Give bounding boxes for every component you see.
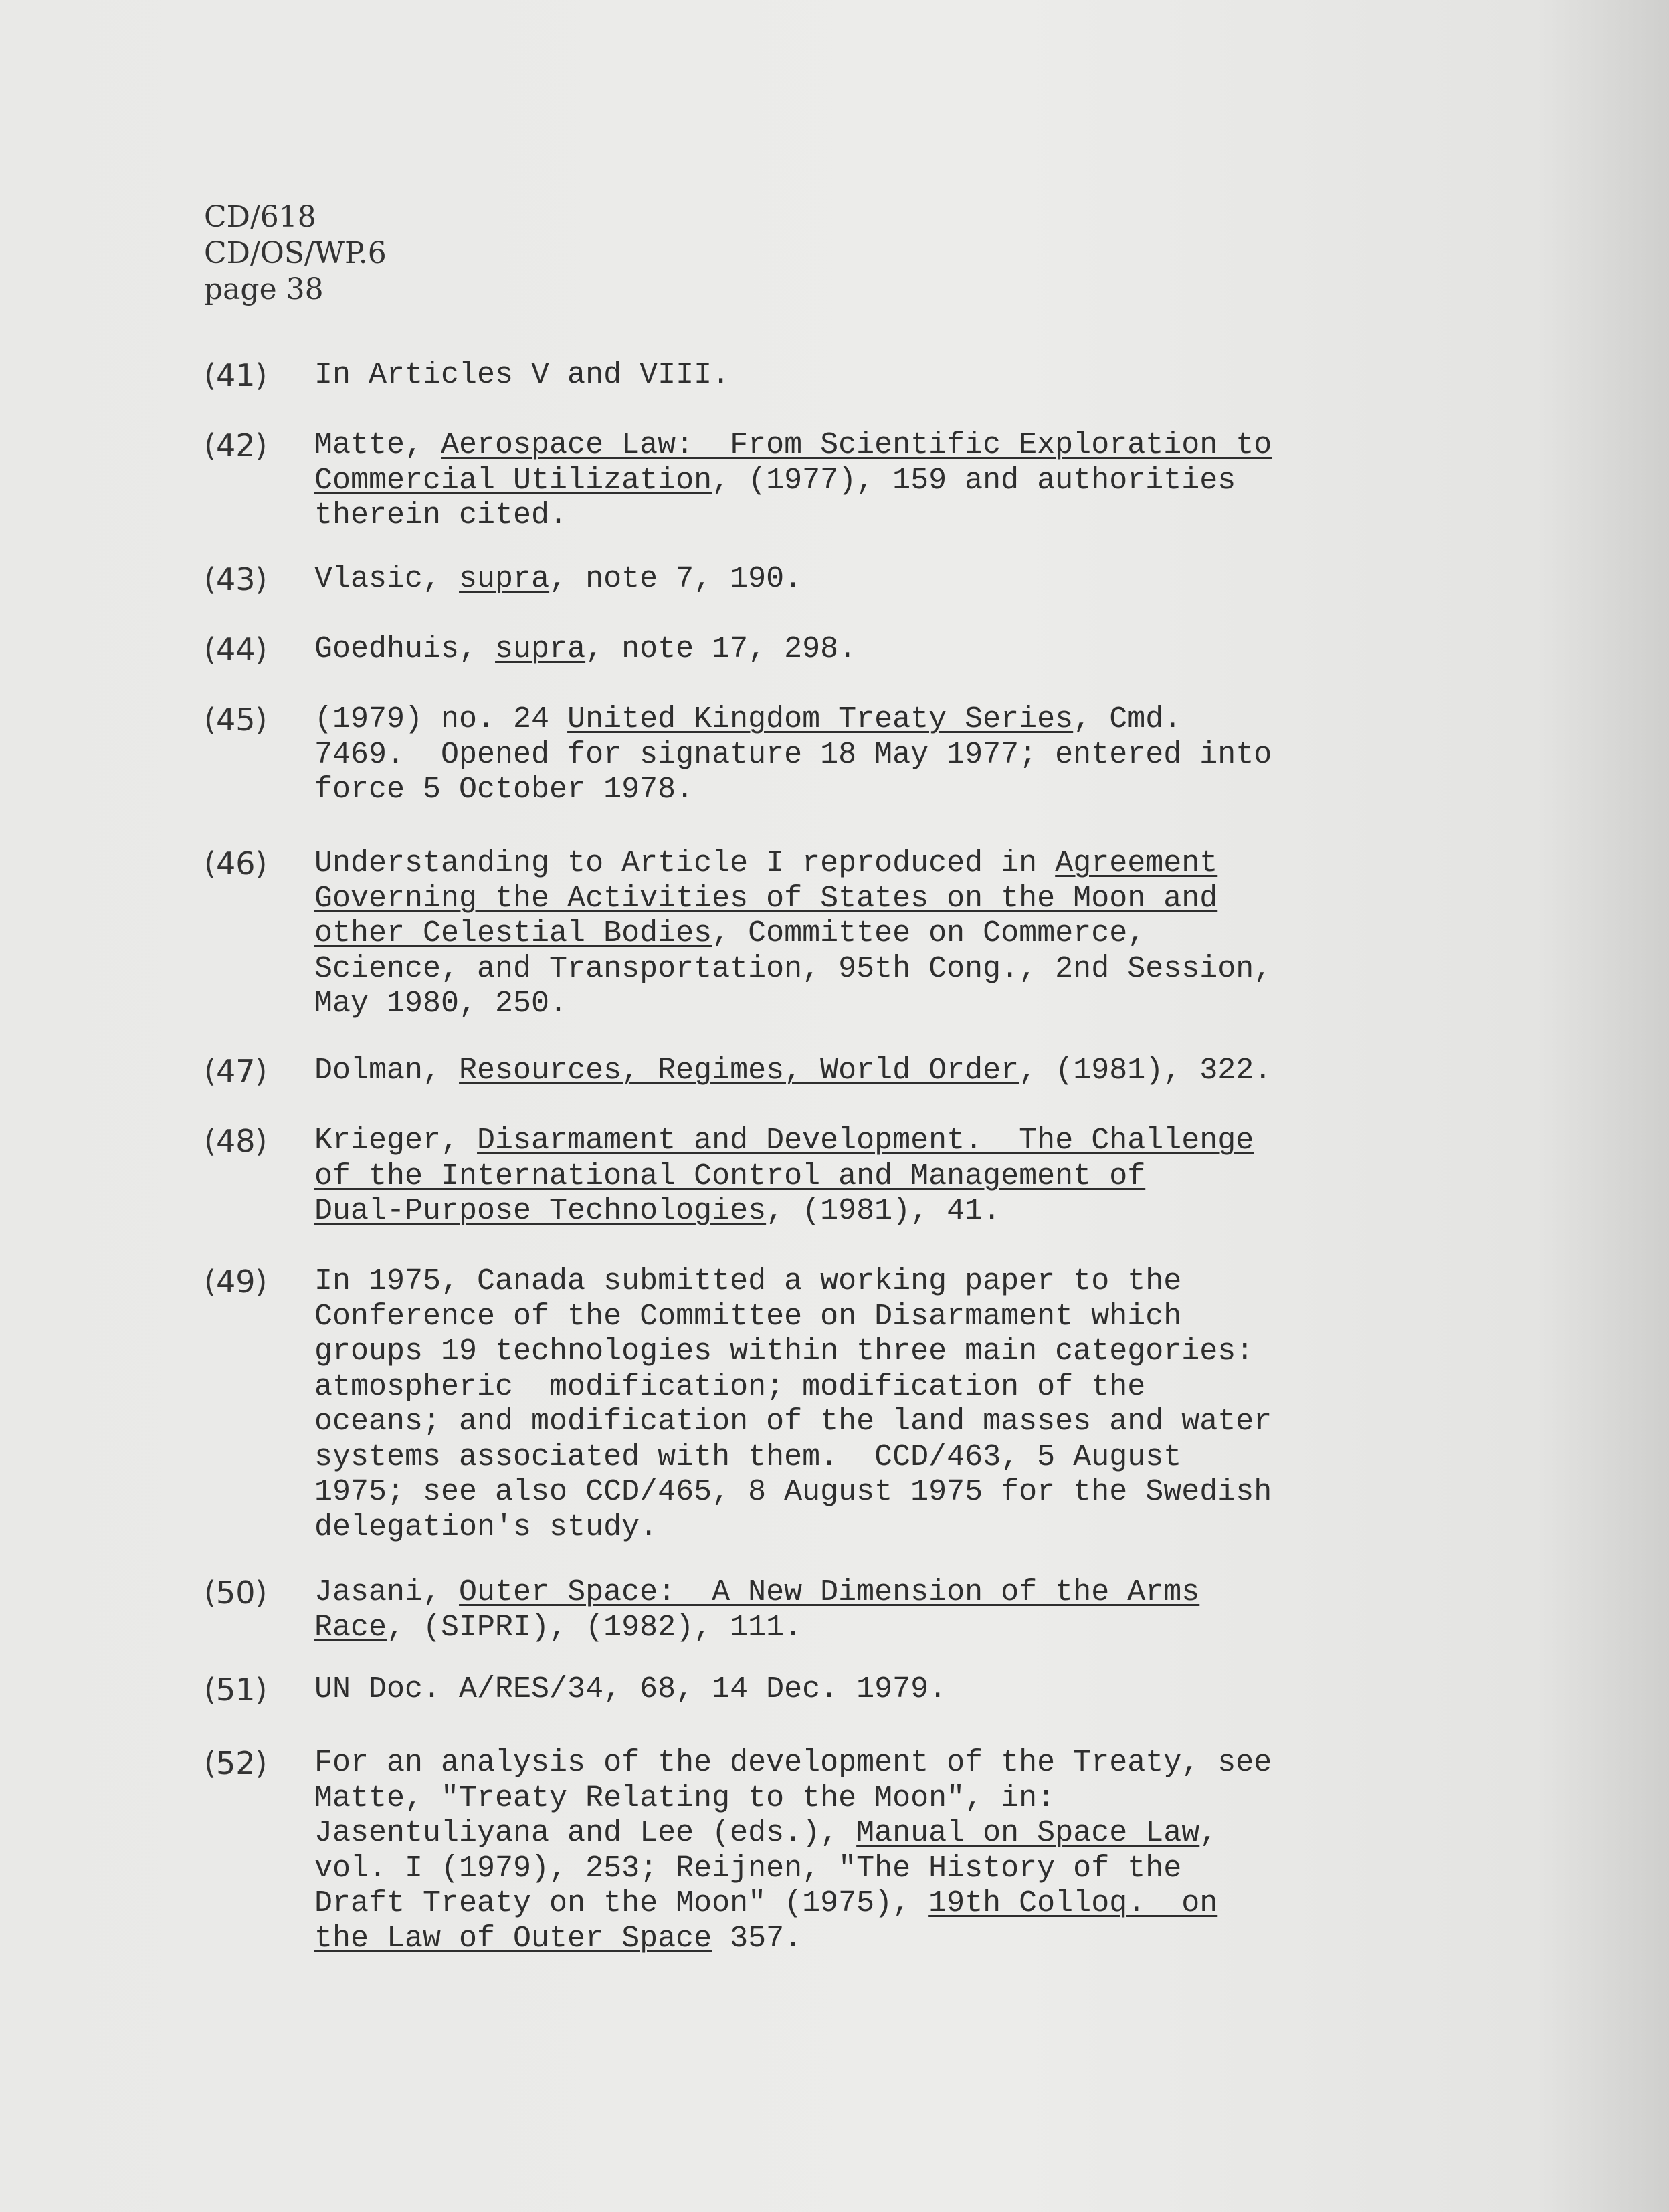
- endnote-number: (52): [204, 1745, 268, 1781]
- endnote-line: [314, 1300, 1448, 1335]
- text-run: May 1980, 250.: [314, 987, 568, 1021]
- underlined-title: Outer Space: A New Dimension of the Arms: [459, 1575, 1200, 1609]
- text-run: , (1981), 322.: [1019, 1053, 1272, 1088]
- endnote-line: [314, 1672, 1448, 1708]
- endnote-text: [314, 428, 1448, 534]
- page-number: page 38: [204, 272, 324, 306]
- underlined-title: Dual-Purpose Technologies: [314, 1194, 767, 1228]
- endnote: [204, 1264, 1448, 1545]
- endnote-line: [314, 1159, 1448, 1195]
- endnote-line: [314, 1575, 1448, 1611]
- text-run: vol. I (1979), 253; Reijnen, "The History of the: [314, 1851, 1182, 1886]
- text-run: , (SIPRI), (1982), 111.: [387, 1610, 803, 1645]
- text-run: , Committee on Commerce,: [712, 916, 1146, 950]
- underlined-title: of the International Control and Management of: [314, 1159, 1146, 1193]
- text-run: Jasani,: [314, 1575, 460, 1609]
- text-run: oceans; and modification of the land masses and water: [314, 1405, 1272, 1439]
- underlined-title: Commercial Utilization: [314, 463, 712, 498]
- endnote-number: (41): [204, 357, 268, 393]
- endnote-line: [314, 916, 1448, 952]
- text-run: Matte, "Treaty Relating to the Moon", in:: [314, 1781, 1056, 1815]
- text-run: Jasentuliyana and Lee (eds.),: [314, 1816, 857, 1850]
- endnote: [204, 632, 1448, 668]
- endnote-line: [314, 498, 1448, 534]
- text-run: 1975; see also CCD/465, 8 August 1975 for the Swedish: [314, 1475, 1272, 1509]
- endnote-line: [314, 1886, 1448, 1922]
- endnote-line: [314, 738, 1448, 773]
- text-run: Conference of the Committee on Disarmament which: [314, 1299, 1182, 1334]
- endnote-line: [314, 1922, 1448, 1957]
- working-paper-symbol: CD/OS/WP.6: [204, 236, 387, 270]
- text-run: Goedhuis,: [314, 632, 496, 666]
- endnote: [204, 702, 1448, 808]
- endnote: [204, 1575, 1448, 1645]
- endnote: [204, 1672, 1448, 1708]
- underlined-title: Race: [314, 1610, 387, 1645]
- endnote-line: [314, 562, 1448, 597]
- endnote-line: [314, 1053, 1448, 1089]
- endnote-line: [314, 846, 1448, 882]
- endnote-line: [314, 952, 1448, 987]
- endnote-number: (44): [204, 631, 268, 668]
- endnote-line: [314, 1851, 1448, 1887]
- endnote-line: [314, 1405, 1448, 1440]
- endnote-line: [314, 702, 1448, 738]
- text-run: , (1981), 41.: [766, 1194, 1001, 1228]
- endnote-text: [314, 846, 1448, 1022]
- text-run: Draft Treaty on the Moon" (1975),: [314, 1886, 929, 1920]
- endnote-line: [314, 1124, 1448, 1159]
- text-run: 7469. Opened for signature 18 May 1977; entered into: [314, 737, 1272, 772]
- endnote-text: [314, 702, 1448, 808]
- endnote-line: [314, 987, 1448, 1022]
- endnote: [204, 562, 1448, 597]
- endnote: [204, 1746, 1448, 1956]
- text-run: In Articles V and VIII.: [314, 358, 730, 392]
- text-run: force 5 October 1978.: [314, 773, 694, 807]
- endnote-line: [314, 464, 1448, 499]
- underlined-title: supra: [459, 562, 550, 596]
- endnote-line: [314, 1510, 1448, 1546]
- text-run: Science, and Transportation, 95th Cong., 2nd Session,: [314, 951, 1272, 986]
- endnote-line: [314, 1264, 1448, 1300]
- endnote-line: [314, 1334, 1448, 1370]
- endnote: [204, 1124, 1448, 1229]
- endnote-line: [314, 1370, 1448, 1405]
- endnote-line: [314, 1781, 1448, 1817]
- endnote-number: (50): [204, 1575, 268, 1611]
- text-run: delegation's study.: [314, 1510, 658, 1544]
- endnote-text: [314, 1575, 1448, 1645]
- endnote-line: [314, 1816, 1448, 1851]
- text-run: For an analysis of the development of the Treaty, see: [314, 1746, 1272, 1780]
- endnote-text: [314, 562, 1448, 597]
- document-symbol: CD/618: [204, 200, 316, 234]
- endnote: [204, 358, 1448, 393]
- document-header: [204, 199, 387, 308]
- endnote-number: (47): [204, 1053, 268, 1089]
- endnote-line: [314, 1746, 1448, 1781]
- endnote-text: [314, 632, 1448, 668]
- underlined-title: United Kingdom Treaty Series: [567, 702, 1074, 736]
- text-run: therein cited.: [314, 498, 568, 532]
- underlined-title: 19th Colloq. on: [928, 1886, 1218, 1920]
- underlined-title: Manual on Space Law: [856, 1816, 1200, 1850]
- endnote-line: [314, 1440, 1448, 1476]
- text-run: , note 7, 190.: [549, 562, 803, 596]
- text-run: , Cmd.: [1073, 702, 1182, 736]
- endnote-line: [314, 773, 1448, 808]
- underlined-title: Aerospace Law: From Scientific Exploration to: [441, 428, 1272, 462]
- text-run: Dolman,: [314, 1053, 460, 1088]
- endnote-number: (42): [204, 427, 268, 464]
- endnote: [204, 846, 1448, 1022]
- text-run: , (1977), 159 and authorities: [712, 463, 1236, 498]
- endnote-text: [314, 1264, 1448, 1545]
- text-run: , note 17, 298.: [585, 632, 857, 666]
- text-run: atmospheric modification; modification of the: [314, 1369, 1146, 1404]
- endnote: [204, 1053, 1448, 1089]
- text-run: Understanding to Article I reproduced in: [314, 846, 1056, 880]
- underlined-title: supra: [495, 632, 586, 666]
- endnote-number: (48): [204, 1123, 268, 1159]
- endnote-line: [314, 358, 1448, 393]
- endnote-line: [314, 632, 1448, 668]
- underlined-title: Resources, Regimes, World Order: [459, 1053, 1019, 1088]
- text-run: Matte,: [314, 428, 441, 462]
- endnote: [204, 428, 1448, 534]
- text-run: ,: [1199, 1816, 1218, 1850]
- underlined-title: Disarmament and Development. The Challenge: [477, 1124, 1254, 1158]
- endnote-line: [314, 1194, 1448, 1229]
- underlined-title: the Law of Outer Space: [314, 1921, 712, 1956]
- endnote-text: [314, 1124, 1448, 1229]
- text-run: systems associated with them. CCD/463, 5 August: [314, 1439, 1182, 1474]
- underlined-title: Agreement: [1055, 846, 1218, 880]
- text-run: Krieger,: [314, 1124, 478, 1158]
- endnote-text: [314, 1053, 1448, 1089]
- underlined-title: Governing the Activities of States on the Moon and: [314, 881, 1218, 916]
- endnote-text: [314, 358, 1448, 393]
- text-run: UN Doc. A/RES/34, 68, 14 Dec. 1979.: [314, 1672, 947, 1706]
- endnote-number: (51): [204, 1672, 268, 1708]
- text-run: groups 19 technologies within three main categories:: [314, 1334, 1254, 1369]
- endnote-number: (46): [204, 845, 268, 882]
- endnote-text: [314, 1746, 1448, 1956]
- underlined-title: other Celestial Bodies: [314, 916, 712, 950]
- endnote-text: [314, 1672, 1448, 1708]
- endnote-line: [314, 882, 1448, 917]
- text-run: 357.: [712, 1921, 803, 1956]
- text-run: Vlasic,: [314, 562, 460, 596]
- endnote-line: [314, 428, 1448, 464]
- endnote-number: (49): [204, 1264, 268, 1300]
- endnote-line: [314, 1611, 1448, 1646]
- endnote-number: (43): [204, 561, 268, 597]
- endnote-line: [314, 1475, 1448, 1510]
- endnote-number: (45): [204, 702, 268, 738]
- text-run: (1979) no. 24: [314, 702, 568, 736]
- text-run: In 1975, Canada submitted a working paper to the: [314, 1264, 1182, 1298]
